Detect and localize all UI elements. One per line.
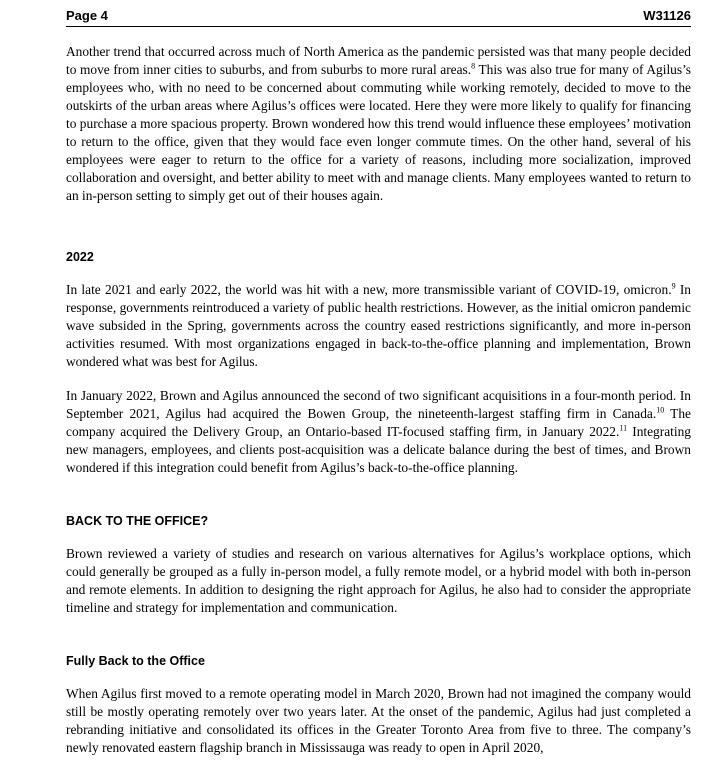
paragraph-omicron: In late 2021 and early 2022, the world was hit with a new, more transmissible variant of COVID-19, omicron.$^9$ In response, governments reintroduced a variety of public health restrictions. However, as the initial omicron pandemic wave subsided in the Spring, governments across the country eased restrictions significantly, and more in-person activities resumed. With most organizations engaged in back-to-the-office planning and implementation, Brown wondered what was best for Agilus.	[66, 281, 691, 369]
section-heading-2022: 2022	[66, 250, 94, 264]
case-code: W31126	[643, 8, 691, 23]
page-header	[66, 6, 691, 27]
paragraph-workplace-options: Brown reviewed a variety of studies and research on various alternatives for Agilus’s workplace options, which could generally be grouped as a fully in-person model, a fully remote model, or a hybrid model with both in-person and remote elements. In addition to designing the right approach for Agilus, he also had to consider the appropriate timeline and strategy for implementation and communication.	[66, 546, 691, 615]
paragraph-migration-trend: Another trend that occurred across much of North America as the pandemic persisted was that many people decided to move from inner cities to suburbs, and from suburbs to more rural areas.$^8$ This was also true for many of Agilus’s employees who, with no need to be concerned about commuting while working remotely, decided to move to the outskirts of the urban areas where Agilus’s offices were located. Here they were more likely to qualify for financing to purchase a more spacious property. Brown wondered how this trend would influence these employees’ motivation to return to the office, given that they would face even longer commute times. On the other hand, several of his employees were eager to return to the office for a variety of reasons, including more socialization, improved collaboration and oversight, and better ability to meet with and manage clients. Many employees wanted to return to an in-person setting to simply get out of their houses again.	[66, 44, 692, 203]
footnote-ref: 8	[471, 61, 476, 71]
page-number: Page 4	[66, 8, 108, 23]
paragraph-remote-model: When Agilus first moved to a remote operating model in March 2020, Brown had not imagined the company would still be mostly operating remotely over two years later. At the onset of the pandemic, Agilus had just completed a rebranding initiative and consolidated its offices in the Greater Toronto Area from five to three. The company’s newly renovated eastern flagship branch in Mississauga was ready to open in April 2020,	[66, 686, 691, 755]
subsection-heading-fully-back: Fully Back to the Office	[66, 654, 205, 668]
footnote-ref: 11	[619, 423, 628, 433]
footnote-ref: 10	[656, 405, 665, 415]
section-heading-back-to-office: BACK TO THE OFFICE?	[66, 514, 209, 528]
footnote-ref: 9	[671, 281, 676, 291]
paragraph-acquisitions: In January 2022, Brown and Agilus announced the second of two significant acquisitions in a four-month period. In September 2021, Agilus had acquired the Bowen Group, the nineteenth-largest staffing firm in Canada.$^{10}$ The company acquired the Delivery Group, an Ontario-based IT-focused staffing firm, in January 2022.11 Integrating new managers, employees, and clients post-acquisition was a delicate balance during the best of times, and Brown wondered if this integration could benefit from Agilus’s back-to-the-office planning.	[66, 388, 691, 475]
